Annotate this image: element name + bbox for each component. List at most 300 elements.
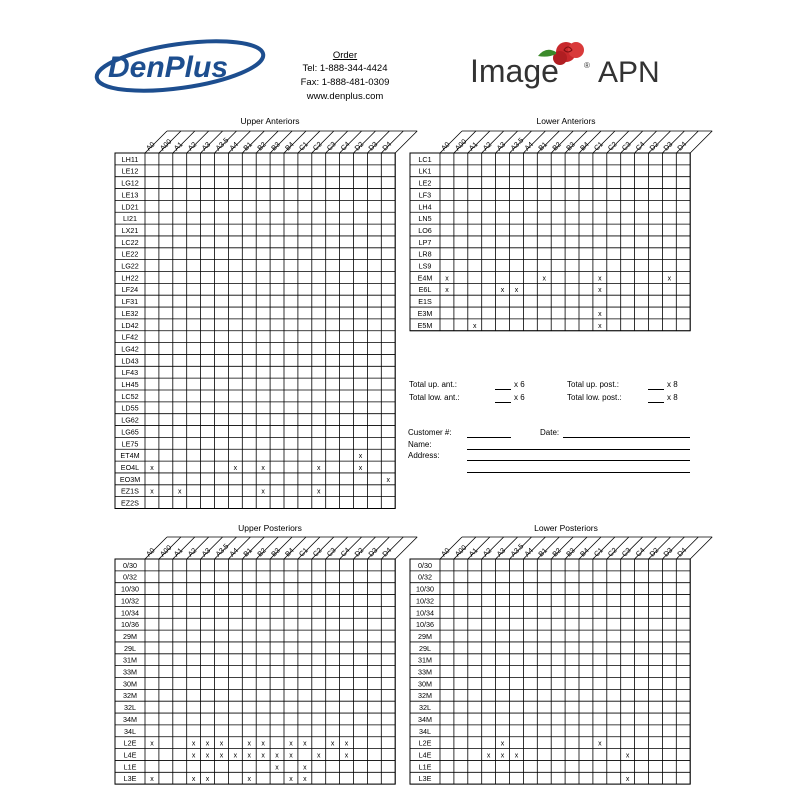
- lower-posteriors-cell[interactable]: [468, 571, 481, 582]
- lower-posteriors-cell[interactable]: [468, 631, 481, 642]
- lower-posteriors-cell[interactable]: [663, 749, 676, 760]
- lower-posteriors-cell[interactable]: [566, 714, 579, 725]
- lower-posteriors-cell[interactable]: [510, 773, 523, 784]
- lower-posteriors-cell[interactable]: [482, 725, 495, 736]
- lower-posteriors-cell[interactable]: [677, 631, 690, 642]
- lower-posteriors-cell[interactable]: [441, 678, 454, 689]
- lower-posteriors-cell[interactable]: [649, 761, 662, 772]
- lower-posteriors-cell[interactable]: [524, 583, 537, 594]
- lower-posteriors-cell[interactable]: [552, 607, 565, 618]
- total-lower-anterior-field[interactable]: [495, 402, 511, 403]
- lower-posteriors-cell[interactable]: [510, 690, 523, 701]
- lower-posteriors-cell[interactable]: [468, 714, 481, 725]
- lower-posteriors-cell[interactable]: [510, 654, 523, 665]
- lower-posteriors-cell[interactable]: [566, 773, 579, 784]
- lower-posteriors-cell[interactable]: [441, 607, 454, 618]
- lower-posteriors-cell[interactable]: [496, 642, 509, 653]
- lower-posteriors-cell[interactable]: [580, 560, 593, 571]
- lower-posteriors-cell[interactable]: [468, 749, 481, 760]
- lower-posteriors-cell[interactable]: [538, 678, 551, 689]
- lower-posteriors-cell[interactable]: [677, 619, 690, 630]
- lower-posteriors-cell[interactable]: [552, 749, 565, 760]
- lower-posteriors-cell[interactable]: [454, 761, 467, 772]
- lower-posteriors-cell[interactable]: [482, 571, 495, 582]
- lower-posteriors-cell[interactable]: [482, 773, 495, 784]
- lower-posteriors-cell[interactable]: [566, 654, 579, 665]
- lower-posteriors-cell[interactable]: [663, 678, 676, 689]
- lower-posteriors-cell[interactable]: [593, 749, 606, 760]
- lower-posteriors-cell[interactable]: [663, 690, 676, 701]
- lower-posteriors-cell[interactable]: [566, 583, 579, 594]
- lower-posteriors-cell[interactable]: [496, 761, 509, 772]
- lower-posteriors-cell[interactable]: [482, 737, 495, 748]
- lower-posteriors-cell[interactable]: [649, 725, 662, 736]
- lower-posteriors-cell[interactable]: [677, 773, 690, 784]
- lower-posteriors-cell[interactable]: [552, 583, 565, 594]
- lower-posteriors-cell[interactable]: [580, 761, 593, 772]
- lower-posteriors-cell[interactable]: [607, 749, 620, 760]
- lower-posteriors-cell[interactable]: [677, 654, 690, 665]
- lower-posteriors-cell[interactable]: [538, 749, 551, 760]
- lower-posteriors-cell[interactable]: [593, 583, 606, 594]
- lower-posteriors-cell[interactable]: [677, 725, 690, 736]
- lower-posteriors-cell[interactable]: [593, 619, 606, 630]
- lower-posteriors-cell[interactable]: [510, 571, 523, 582]
- lower-posteriors-cell[interactable]: [580, 737, 593, 748]
- lower-posteriors-cell[interactable]: [593, 773, 606, 784]
- lower-posteriors-cell[interactable]: [649, 560, 662, 571]
- lower-posteriors-cell[interactable]: [468, 583, 481, 594]
- lower-posteriors-cell[interactable]: [454, 725, 467, 736]
- lower-posteriors-cell[interactable]: [454, 773, 467, 784]
- lower-posteriors-cell[interactable]: [593, 690, 606, 701]
- lower-posteriors-cell[interactable]: [510, 737, 523, 748]
- lower-posteriors-cell[interactable]: [468, 666, 481, 677]
- lower-posteriors-cell[interactable]: [524, 690, 537, 701]
- lower-posteriors-cell[interactable]: [663, 607, 676, 618]
- lower-posteriors-cell[interactable]: [468, 678, 481, 689]
- lower-posteriors-cell[interactable]: [677, 607, 690, 618]
- lower-posteriors-cell[interactable]: [538, 619, 551, 630]
- lower-posteriors-cell[interactable]: [649, 607, 662, 618]
- lower-posteriors-cell[interactable]: [566, 702, 579, 713]
- lower-posteriors-cell[interactable]: [510, 607, 523, 618]
- lower-posteriors-cell[interactable]: [607, 666, 620, 677]
- lower-posteriors-cell[interactable]: [454, 737, 467, 748]
- lower-posteriors-cell[interactable]: [649, 678, 662, 689]
- lower-posteriors-cell[interactable]: [538, 761, 551, 772]
- lower-posteriors-cell[interactable]: [510, 642, 523, 653]
- lower-posteriors-cell[interactable]: [649, 642, 662, 653]
- lower-posteriors-cell[interactable]: [607, 773, 620, 784]
- lower-posteriors-cell[interactable]: [538, 583, 551, 594]
- lower-posteriors-cell[interactable]: [663, 666, 676, 677]
- lower-posteriors-cell[interactable]: [552, 725, 565, 736]
- lower-posteriors-cell[interactable]: [454, 666, 467, 677]
- lower-posteriors-cell[interactable]: [621, 595, 634, 606]
- lower-posteriors-cell[interactable]: [510, 631, 523, 642]
- lower-posteriors-cell[interactable]: [566, 595, 579, 606]
- lower-posteriors-cell[interactable]: [607, 690, 620, 701]
- lower-posteriors-cell[interactable]: [482, 714, 495, 725]
- lower-posteriors-cell[interactable]: [552, 631, 565, 642]
- lower-posteriors-cell[interactable]: [468, 773, 481, 784]
- lower-posteriors-cell[interactable]: [580, 690, 593, 701]
- lower-posteriors-cell[interactable]: [677, 595, 690, 606]
- lower-posteriors-cell[interactable]: [454, 619, 467, 630]
- lower-posteriors-cell[interactable]: [552, 619, 565, 630]
- lower-posteriors-cell[interactable]: [649, 619, 662, 630]
- lower-posteriors-cell[interactable]: [621, 761, 634, 772]
- lower-posteriors-cell[interactable]: [677, 642, 690, 653]
- lower-posteriors-cell[interactable]: [454, 595, 467, 606]
- lower-posteriors-cell[interactable]: [468, 619, 481, 630]
- lower-posteriors-cell[interactable]: [441, 642, 454, 653]
- lower-posteriors-cell[interactable]: [580, 583, 593, 594]
- lower-posteriors-cell[interactable]: [468, 725, 481, 736]
- lower-posteriors-cell[interactable]: [607, 631, 620, 642]
- lower-posteriors-cell[interactable]: [441, 595, 454, 606]
- lower-posteriors-cell[interactable]: [524, 595, 537, 606]
- lower-posteriors-cell[interactable]: [621, 560, 634, 571]
- lower-posteriors-cell[interactable]: [635, 714, 648, 725]
- lower-posteriors-cell[interactable]: [663, 571, 676, 582]
- lower-posteriors-cell[interactable]: [580, 607, 593, 618]
- lower-posteriors-cell[interactable]: [524, 678, 537, 689]
- lower-posteriors-cell[interactable]: [635, 654, 648, 665]
- lower-posteriors-cell[interactable]: [580, 749, 593, 760]
- lower-posteriors-cell[interactable]: [635, 749, 648, 760]
- lower-posteriors-cell[interactable]: [593, 666, 606, 677]
- lower-posteriors-cell[interactable]: [566, 642, 579, 653]
- lower-posteriors-cell[interactable]: [677, 666, 690, 677]
- lower-posteriors-cell[interactable]: [454, 714, 467, 725]
- lower-posteriors-cell[interactable]: [482, 595, 495, 606]
- lower-posteriors-cell[interactable]: [524, 737, 537, 748]
- lower-posteriors-cell[interactable]: [454, 571, 467, 582]
- lower-posteriors-cell[interactable]: [580, 725, 593, 736]
- lower-posteriors-cell[interactable]: [607, 702, 620, 713]
- lower-posteriors-cell[interactable]: [593, 607, 606, 618]
- lower-posteriors-cell[interactable]: [635, 595, 648, 606]
- lower-posteriors-cell[interactable]: [566, 690, 579, 701]
- lower-posteriors-cell[interactable]: [441, 619, 454, 630]
- lower-posteriors-cell[interactable]: [441, 737, 454, 748]
- lower-posteriors-cell[interactable]: [441, 749, 454, 760]
- lower-posteriors-cell[interactable]: [441, 761, 454, 772]
- lower-posteriors-cell[interactable]: [649, 749, 662, 760]
- lower-posteriors-cell[interactable]: [496, 607, 509, 618]
- lower-posteriors-cell[interactable]: [538, 631, 551, 642]
- lower-posteriors-cell[interactable]: [538, 666, 551, 677]
- customer-number-field[interactable]: [467, 437, 511, 438]
- lower-posteriors-cell[interactable]: [538, 773, 551, 784]
- lower-posteriors-cell[interactable]: [538, 725, 551, 736]
- lower-posteriors-cell[interactable]: [552, 571, 565, 582]
- lower-posteriors-cell[interactable]: [566, 761, 579, 772]
- lower-posteriors-cell[interactable]: [468, 737, 481, 748]
- lower-posteriors-cell[interactable]: [496, 619, 509, 630]
- lower-posteriors-cell[interactable]: [538, 560, 551, 571]
- lower-posteriors-cell[interactable]: [482, 678, 495, 689]
- lower-posteriors-cell[interactable]: [482, 560, 495, 571]
- lower-posteriors-cell[interactable]: [496, 631, 509, 642]
- lower-posteriors-cell[interactable]: [510, 714, 523, 725]
- lower-posteriors-cell[interactable]: [649, 737, 662, 748]
- lower-posteriors-cell[interactable]: [454, 678, 467, 689]
- lower-posteriors-cell[interactable]: [538, 737, 551, 748]
- lower-posteriors-cell[interactable]: [663, 654, 676, 665]
- lower-posteriors-cell[interactable]: [496, 666, 509, 677]
- lower-posteriors-cell[interactable]: [607, 725, 620, 736]
- lower-posteriors-cell[interactable]: [468, 560, 481, 571]
- lower-posteriors-cell[interactable]: [663, 702, 676, 713]
- lower-posteriors-cell[interactable]: [580, 678, 593, 689]
- lower-posteriors-cell[interactable]: [524, 761, 537, 772]
- lower-posteriors-cell[interactable]: [566, 666, 579, 677]
- lower-posteriors-cell[interactable]: [524, 666, 537, 677]
- lower-posteriors-cell[interactable]: [524, 749, 537, 760]
- lower-posteriors-cell[interactable]: [468, 642, 481, 653]
- lower-posteriors-cell[interactable]: [441, 690, 454, 701]
- lower-posteriors-cell[interactable]: [649, 631, 662, 642]
- lower-posteriors-cell[interactable]: [677, 761, 690, 772]
- lower-posteriors-cell[interactable]: [552, 761, 565, 772]
- lower-posteriors-cell[interactable]: [524, 607, 537, 618]
- lower-posteriors-cell[interactable]: [538, 642, 551, 653]
- lower-posteriors-cell[interactable]: [607, 595, 620, 606]
- lower-posteriors-cell[interactable]: [663, 737, 676, 748]
- lower-posteriors-cell[interactable]: [593, 761, 606, 772]
- lower-posteriors-cell[interactable]: [552, 654, 565, 665]
- lower-posteriors-cell[interactable]: [663, 619, 676, 630]
- lower-posteriors-cell[interactable]: [454, 654, 467, 665]
- lower-posteriors-cell[interactable]: [496, 690, 509, 701]
- name-field[interactable]: [467, 449, 690, 450]
- lower-posteriors-cell[interactable]: [580, 619, 593, 630]
- lower-posteriors-cell[interactable]: [621, 583, 634, 594]
- lower-posteriors-cell[interactable]: [566, 749, 579, 760]
- lower-posteriors-cell[interactable]: [441, 773, 454, 784]
- total-upper-posterior-field[interactable]: [648, 389, 664, 390]
- lower-posteriors-cell[interactable]: [552, 690, 565, 701]
- lower-posteriors-cell[interactable]: [635, 619, 648, 630]
- lower-posteriors-cell[interactable]: [496, 560, 509, 571]
- lower-posteriors-cell[interactable]: [649, 654, 662, 665]
- lower-posteriors-cell[interactable]: [468, 702, 481, 713]
- lower-posteriors-cell[interactable]: [663, 773, 676, 784]
- lower-posteriors-cell[interactable]: [538, 595, 551, 606]
- lower-posteriors-cell[interactable]: [454, 749, 467, 760]
- lower-posteriors-cell[interactable]: [593, 631, 606, 642]
- lower-posteriors-cell[interactable]: [580, 702, 593, 713]
- lower-posteriors-cell[interactable]: [677, 749, 690, 760]
- lower-posteriors-cell[interactable]: [454, 702, 467, 713]
- lower-posteriors-cell[interactable]: [538, 690, 551, 701]
- lower-posteriors-cell[interactable]: [635, 773, 648, 784]
- lower-posteriors-cell[interactable]: [510, 595, 523, 606]
- lower-posteriors-cell[interactable]: [621, 607, 634, 618]
- lower-posteriors-cell[interactable]: [607, 761, 620, 772]
- lower-posteriors-cell[interactable]: [621, 678, 634, 689]
- lower-posteriors-cell[interactable]: [482, 761, 495, 772]
- lower-posteriors-cell[interactable]: [538, 654, 551, 665]
- lower-posteriors-cell[interactable]: [538, 702, 551, 713]
- lower-posteriors-cell[interactable]: [621, 666, 634, 677]
- lower-posteriors-cell[interactable]: [468, 595, 481, 606]
- lower-posteriors-cell[interactable]: [441, 583, 454, 594]
- lower-posteriors-cell[interactable]: [649, 690, 662, 701]
- lower-posteriors-cell[interactable]: [607, 583, 620, 594]
- lower-posteriors-cell[interactable]: [677, 714, 690, 725]
- lower-posteriors-cell[interactable]: [552, 714, 565, 725]
- lower-posteriors-cell[interactable]: [566, 619, 579, 630]
- lower-posteriors-cell[interactable]: [635, 737, 648, 748]
- lower-posteriors-cell[interactable]: [663, 560, 676, 571]
- lower-posteriors-cell[interactable]: [649, 583, 662, 594]
- lower-posteriors-cell[interactable]: [468, 690, 481, 701]
- lower-posteriors-cell[interactable]: [441, 560, 454, 571]
- lower-posteriors-cell[interactable]: [468, 607, 481, 618]
- lower-posteriors-cell[interactable]: [607, 571, 620, 582]
- lower-posteriors-cell[interactable]: [441, 666, 454, 677]
- lower-posteriors-cell[interactable]: [524, 560, 537, 571]
- lower-posteriors-cell[interactable]: [482, 607, 495, 618]
- lower-posteriors-cell[interactable]: [524, 571, 537, 582]
- lower-posteriors-cell[interactable]: [441, 631, 454, 642]
- lower-posteriors-cell[interactable]: [580, 773, 593, 784]
- lower-posteriors-cell[interactable]: [496, 725, 509, 736]
- lower-posteriors-cell[interactable]: [663, 642, 676, 653]
- lower-posteriors-cell[interactable]: [482, 702, 495, 713]
- lower-posteriors-cell[interactable]: [649, 571, 662, 582]
- lower-posteriors-cell[interactable]: [482, 666, 495, 677]
- lower-posteriors-cell[interactable]: [468, 654, 481, 665]
- lower-posteriors-cell[interactable]: [663, 595, 676, 606]
- lower-posteriors-cell[interactable]: [468, 761, 481, 772]
- lower-posteriors-cell[interactable]: [496, 583, 509, 594]
- lower-posteriors-cell[interactable]: [482, 654, 495, 665]
- lower-posteriors-cell[interactable]: [496, 654, 509, 665]
- lower-posteriors-cell[interactable]: [482, 642, 495, 653]
- lower-posteriors-cell[interactable]: [649, 702, 662, 713]
- lower-posteriors-cell[interactable]: [454, 560, 467, 571]
- lower-posteriors-cell[interactable]: [593, 595, 606, 606]
- lower-posteriors-cell[interactable]: [635, 631, 648, 642]
- lower-posteriors-cell[interactable]: [524, 702, 537, 713]
- lower-posteriors-cell[interactable]: [524, 714, 537, 725]
- lower-posteriors-cell[interactable]: [593, 725, 606, 736]
- lower-posteriors-cell[interactable]: [510, 761, 523, 772]
- lower-posteriors-cell[interactable]: [621, 571, 634, 582]
- lower-posteriors-cell[interactable]: [663, 761, 676, 772]
- lower-posteriors-cell[interactable]: [510, 678, 523, 689]
- lower-posteriors-cell[interactable]: [482, 690, 495, 701]
- lower-posteriors-cell[interactable]: [635, 690, 648, 701]
- lower-posteriors-cell[interactable]: [510, 560, 523, 571]
- lower-posteriors-cell[interactable]: [593, 654, 606, 665]
- lower-posteriors-cell[interactable]: [621, 737, 634, 748]
- lower-posteriors-cell[interactable]: [552, 560, 565, 571]
- lower-posteriors-cell[interactable]: [454, 607, 467, 618]
- lower-posteriors-cell[interactable]: [524, 642, 537, 653]
- lower-posteriors-cell[interactable]: [635, 642, 648, 653]
- lower-posteriors-cell[interactable]: [454, 583, 467, 594]
- lower-posteriors-cell[interactable]: [580, 631, 593, 642]
- lower-posteriors-cell[interactable]: [441, 702, 454, 713]
- lower-posteriors-cell[interactable]: [441, 571, 454, 582]
- lower-posteriors-cell[interactable]: [482, 583, 495, 594]
- lower-posteriors-cell[interactable]: [663, 631, 676, 642]
- lower-posteriors-cell[interactable]: [482, 631, 495, 642]
- lower-posteriors-cell[interactable]: [607, 654, 620, 665]
- total-lower-posterior-field[interactable]: [648, 402, 664, 403]
- lower-posteriors-cell[interactable]: [496, 678, 509, 689]
- lower-posteriors-cell[interactable]: [593, 702, 606, 713]
- lower-posteriors-cell[interactable]: [649, 714, 662, 725]
- lower-posteriors-cell[interactable]: [593, 560, 606, 571]
- lower-posteriors-cell[interactable]: [538, 714, 551, 725]
- lower-posteriors-cell[interactable]: [566, 737, 579, 748]
- lower-posteriors-cell[interactable]: [593, 642, 606, 653]
- address-field-line-2[interactable]: [467, 472, 690, 473]
- lower-posteriors-cell[interactable]: [496, 702, 509, 713]
- lower-posteriors-cell[interactable]: [566, 631, 579, 642]
- lower-posteriors-cell[interactable]: [441, 725, 454, 736]
- lower-posteriors-cell[interactable]: [538, 607, 551, 618]
- lower-posteriors-cell[interactable]: [552, 642, 565, 653]
- lower-posteriors-cell[interactable]: [593, 714, 606, 725]
- lower-posteriors-cell[interactable]: [607, 714, 620, 725]
- lower-posteriors-cell[interactable]: [677, 702, 690, 713]
- lower-posteriors-cell[interactable]: [496, 714, 509, 725]
- lower-posteriors-cell[interactable]: [441, 714, 454, 725]
- lower-posteriors-cell[interactable]: [524, 631, 537, 642]
- lower-posteriors-cell[interactable]: [649, 595, 662, 606]
- lower-posteriors-cell[interactable]: [538, 571, 551, 582]
- lower-posteriors-cell[interactable]: [677, 571, 690, 582]
- lower-posteriors-cell[interactable]: [663, 725, 676, 736]
- lower-posteriors-cell[interactable]: [482, 619, 495, 630]
- lower-posteriors-cell[interactable]: [649, 773, 662, 784]
- lower-posteriors-cell[interactable]: [566, 725, 579, 736]
- lower-posteriors-cell[interactable]: [677, 678, 690, 689]
- lower-posteriors-cell[interactable]: [552, 702, 565, 713]
- lower-posteriors-cell[interactable]: [635, 583, 648, 594]
- lower-posteriors-cell[interactable]: [580, 595, 593, 606]
- lower-posteriors-cell[interactable]: [635, 666, 648, 677]
- lower-posteriors-cell[interactable]: [663, 583, 676, 594]
- lower-posteriors-cell[interactable]: [580, 642, 593, 653]
- lower-posteriors-cell[interactable]: [454, 690, 467, 701]
- lower-posteriors-cell[interactable]: [524, 654, 537, 665]
- lower-posteriors-cell[interactable]: [524, 725, 537, 736]
- date-field[interactable]: [563, 437, 690, 438]
- lower-posteriors-cell[interactable]: [621, 654, 634, 665]
- lower-posteriors-cell[interactable]: [621, 619, 634, 630]
- lower-posteriors-cell[interactable]: [552, 678, 565, 689]
- lower-posteriors-cell[interactable]: [621, 714, 634, 725]
- lower-posteriors-cell[interactable]: [635, 571, 648, 582]
- lower-posteriors-cell[interactable]: [524, 773, 537, 784]
- lower-posteriors-cell[interactable]: [510, 619, 523, 630]
- lower-posteriors-cell[interactable]: [510, 702, 523, 713]
- lower-posteriors-cell[interactable]: [677, 690, 690, 701]
- lower-posteriors-cell[interactable]: [607, 560, 620, 571]
- lower-posteriors-cell[interactable]: [552, 773, 565, 784]
- lower-posteriors-cell[interactable]: [454, 631, 467, 642]
- lower-posteriors-cell[interactable]: [496, 773, 509, 784]
